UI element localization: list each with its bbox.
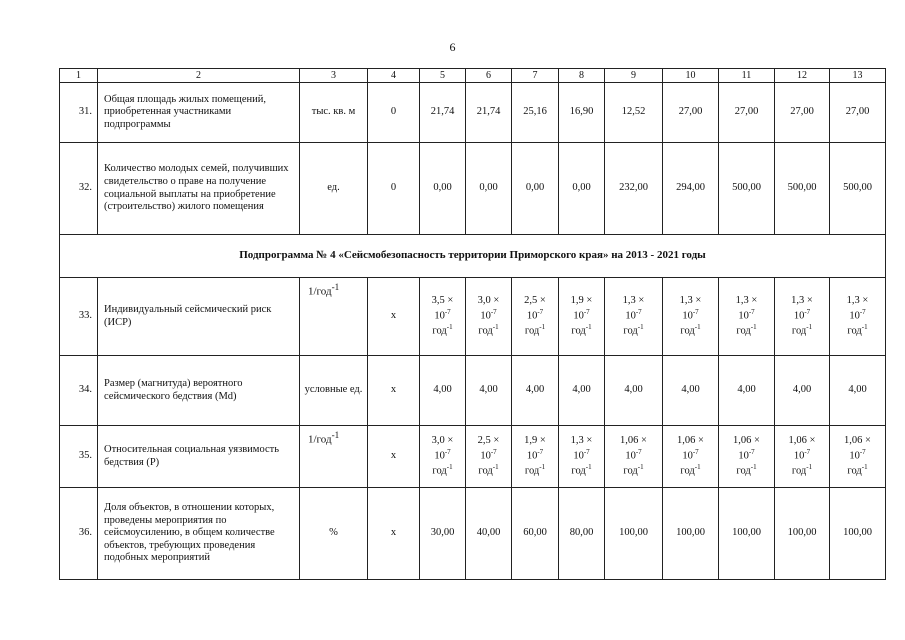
sci-value-cell [559,278,605,356]
sci-unit: год$^{-1}$ [623,322,644,337]
sci-unit: год$^{-1}$ [478,322,499,337]
base-cell: 0 [368,83,420,143]
sci-value-cell [466,278,512,356]
header-cell: 11 [719,69,775,83]
base-cell: х [368,488,420,580]
sci-power: $10^{-7}$ [573,447,590,462]
value-cell: 100,00 [775,488,830,580]
sci-mantissa: 1,3 × [791,295,813,307]
sci-unit: год$^{-1}$ [524,322,546,337]
indicator-name: Индивидуальный сейсмический риск (ИСР) [98,278,300,356]
table-row [60,356,886,426]
value-cell: 4,00 [830,356,886,426]
sci-value-cell [719,426,775,488]
value-cell: 100,00 [605,488,663,580]
header-row [60,69,886,83]
value-cell: 21,74 [420,83,466,143]
base-cell: х [368,278,420,356]
sci-power: $10^{-7}$ [526,307,544,322]
row-number: 33. [60,278,98,356]
sci-value-cell [775,278,830,356]
header-cell: 4 [368,69,420,83]
value-cell: 25,16 [512,83,559,143]
sci-mantissa: 1,3 × [846,295,869,307]
sci-unit: год$^{-1}$ [680,462,701,477]
sci-unit: год$^{-1}$ [736,322,757,337]
value-cell: 0,00 [420,143,466,235]
value-cell: 27,00 [830,83,886,143]
sci-value-cell [420,278,466,356]
sci-power: $10^{-7}$ [480,307,497,322]
sci-unit: год$^{-1}$ [791,462,813,477]
sci-unit: год$^{-1}$ [623,462,644,477]
table-row [60,143,886,235]
header-cell: 10 [663,69,719,83]
sci-power: $10^{-7}$ [625,307,642,322]
value-cell: 4,00 [719,356,775,426]
sci-value-cell [830,278,886,356]
page-number: 6 [449,40,456,54]
value-cell: 0,00 [512,143,559,235]
unit-cell: условные ед. [300,356,368,426]
value-cell: 500,00 [830,143,886,235]
sci-mantissa: 1,3 × [735,295,758,307]
value-cell: 0,00 [466,143,512,235]
sci-value-cell [775,426,830,488]
sci-value-cell [605,278,663,356]
header-cell: 6 [466,69,512,83]
row-number: 36. [60,488,98,580]
value-cell: 100,00 [830,488,886,580]
sci-mantissa: 1,06 × [677,435,704,447]
sci-unit: год$^{-1}$ [847,462,868,477]
value-cell: 294,00 [663,143,719,235]
value-cell: 4,00 [420,356,466,426]
header-cell: 3 [300,69,368,83]
indicator-table [59,68,886,580]
value-cell: 4,00 [775,356,830,426]
unit-cell [300,278,368,356]
value-cell: 100,00 [719,488,775,580]
value-cell: 27,00 [775,83,830,143]
sci-mantissa: 1,06 × [733,435,760,447]
unit-text: 1/год [308,433,332,446]
header-cell: 8 [559,69,605,83]
sci-value-cell [420,426,466,488]
sci-mantissa: 2,5 × [524,295,546,307]
sci-value-cell [559,426,605,488]
sci-unit: год$^{-1}$ [847,322,868,337]
sci-unit: год$^{-1}$ [571,322,592,337]
value-cell: 27,00 [663,83,719,143]
sci-mantissa: 1,9 × [524,435,546,447]
sci-mantissa: 1,3 × [570,435,593,447]
sci-power: $10^{-7}$ [480,447,497,462]
value-cell: 100,00 [663,488,719,580]
sci-mantissa: 3,5 × [431,295,454,307]
header-cell: 5 [420,69,466,83]
indicator-name: Общая площадь жилых помещений, приобретенная участниками подпрограммы [98,83,300,143]
unit-text: 1/год [308,285,332,298]
value-cell: 27,00 [719,83,775,143]
sci-power: $10^{-7}$ [526,447,544,462]
value-cell: 60,00 [512,488,559,580]
sci-power: $10^{-7}$ [573,307,590,322]
sci-unit: год$^{-1}$ [571,462,592,477]
sci-unit: год$^{-1}$ [478,462,499,477]
sci-value-cell [719,278,775,356]
base-cell: х [368,426,420,488]
unit-exponent: -1 [331,282,340,292]
sci-mantissa: 2,5 × [477,435,500,447]
sci-power: $10^{-7}$ [738,307,755,322]
value-cell: 16,90 [559,83,605,143]
indicator-name: Количество молодых семей, получивших свидетельство о праве на получение социальной выплаты на приобретение (строительство) жилого помещения [98,143,300,235]
value-cell: 40,00 [466,488,512,580]
value-cell: 500,00 [719,143,775,235]
row-number: 31. [60,83,98,143]
value-cell: 4,00 [605,356,663,426]
table-row [60,83,886,143]
sci-power: $10^{-7}$ [793,447,811,462]
unit-exponent: -1 [331,430,340,440]
header-cell: 9 [605,69,663,83]
section-title: Подпрограмма № 4 «Сейсмобезопасность территории Приморского края» на 2013 - 2021 годы [60,235,886,278]
base-cell: х [368,356,420,426]
value-cell: 12,52 [605,83,663,143]
row-number: 34. [60,356,98,426]
value-cell: 4,00 [559,356,605,426]
indicator-name: Относительная социальная уязвимость бедствия (Р) [98,426,300,488]
sci-unit: год$^{-1}$ [736,462,757,477]
indicator-name: Доля объектов, в отношении которых, проведены мероприятия по сейсмоусилению, в общем количестве объектов, требующих проведения подобных мероприятий [98,488,300,580]
sci-power: $10^{-7}$ [682,307,699,322]
unit-cell: ед. [300,143,368,235]
sci-mantissa: 1,9 × [570,295,593,307]
sci-mantissa: 1,3 × [679,295,702,307]
row-number: 35. [60,426,98,488]
sci-unit: год$^{-1}$ [524,462,546,477]
sci-power: $10^{-7}$ [849,307,866,322]
sci-value-cell [605,426,663,488]
sci-power: $10^{-7}$ [849,447,866,462]
value-cell: 500,00 [775,143,830,235]
value-cell: 232,00 [605,143,663,235]
sci-mantissa: 1,06 × [844,435,871,447]
sci-power: $10^{-7}$ [625,447,642,462]
sci-value-cell [830,426,886,488]
sci-value-cell [663,278,719,356]
value-cell: 30,00 [420,488,466,580]
header-cell: 1 [60,69,98,83]
indicator-name: Размер (магнитуда) вероятного сейсмического бедствия (Md) [98,356,300,426]
sci-mantissa: 1,06 × [788,435,816,447]
sci-unit: год$^{-1}$ [680,322,701,337]
sci-value-cell [663,426,719,488]
sci-power: $10^{-7}$ [682,447,699,462]
sci-mantissa: 3,0 × [431,435,454,447]
sci-mantissa: 1,3 × [622,295,645,307]
sci-power: $10^{-7}$ [434,447,451,462]
sci-power: $10^{-7}$ [793,307,811,322]
unit-cell [300,426,368,488]
sci-value-cell [512,426,559,488]
section-row [60,235,886,278]
base-cell: 0 [368,143,420,235]
table-row [60,488,886,580]
table-row [60,426,886,488]
value-cell: 80,00 [559,488,605,580]
row-number: 32. [60,143,98,235]
header-cell: 2 [98,69,300,83]
value-cell: 4,00 [512,356,559,426]
sci-unit: год$^{-1}$ [791,322,813,337]
sci-mantissa: 1,06 × [620,435,647,447]
sci-value-cell [512,278,559,356]
value-cell: 0,00 [559,143,605,235]
header-cell: 12 [775,69,830,83]
sci-power: $10^{-7}$ [738,447,755,462]
sci-mantissa: 3,0 × [477,295,500,307]
sci-unit: год$^{-1}$ [432,462,453,477]
unit-cell: % [300,488,368,580]
table-row [60,278,886,356]
value-cell: 4,00 [663,356,719,426]
sci-value-cell [466,426,512,488]
header-cell: 13 [830,69,886,83]
sci-power: $10^{-7}$ [434,307,451,322]
unit-cell: тыс. кв. м [300,83,368,143]
sci-unit: год$^{-1}$ [432,322,453,337]
value-cell: 21,74 [466,83,512,143]
header-cell: 7 [512,69,559,83]
value-cell: 4,00 [466,356,512,426]
